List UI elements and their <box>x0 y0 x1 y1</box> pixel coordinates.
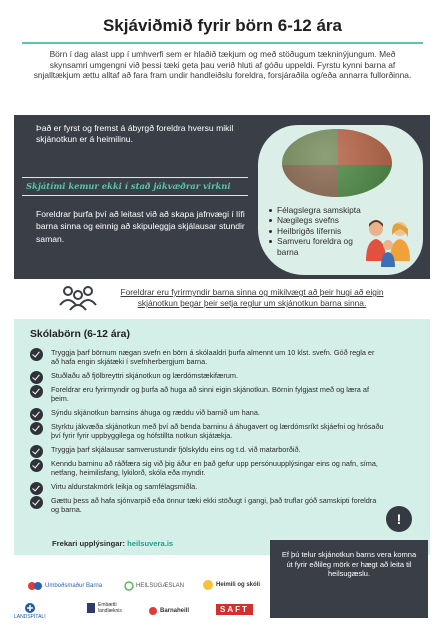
page-title: Skjáviðmið fyrir börn 6-12 ára <box>102 16 343 35</box>
activities-photo <box>282 129 392 197</box>
check-icon <box>30 459 43 472</box>
more-info-label: Frekari upplýsingar: <box>52 539 126 548</box>
umbodsmadur-logo: Umboðsmaður Barna <box>28 580 102 592</box>
guideline-item: Tryggja þarf skjálausar samverustundir fjölskyldu eins og t.d. við matarborðið. <box>30 445 384 454</box>
check-icon <box>30 496 43 509</box>
divider-top <box>22 177 248 178</box>
balance-item: Heilbrigðs lífernis <box>268 226 361 236</box>
responsibility-panel <box>14 115 430 279</box>
landspitali-icon <box>23 602 37 614</box>
divider-bottom <box>22 195 248 196</box>
help-callout: Ef þú telur skjánotkun barns vera komna út fyrir eðlileg mörk er hægt að leita til heilsugæslu. <box>270 540 428 618</box>
title-bar <box>22 14 423 44</box>
heimili-skoli-icon <box>202 578 214 592</box>
balance-item: Nægilegs svefns <box>268 215 361 225</box>
guideline-item: Foreldrar eru fyrirmyndir og þurfa að huga að sinni eigin skjánotkun. Börnin fylgjast með og læra af þeim. <box>30 385 384 404</box>
balance-item: Samveru foreldra og barna <box>268 236 356 257</box>
family-icon <box>362 217 414 267</box>
check-icon <box>30 348 43 361</box>
exclamation-icon: ! <box>386 506 412 532</box>
guideline-item: Virtu aldurstakmörk leikja og samfélagsmiðla. <box>30 482 384 491</box>
parents-icon <box>58 285 98 311</box>
guideline-item: Sýndu skjánotkun barnsins áhuga og ræddu við barnið um hana. <box>30 408 384 417</box>
landlaeknir-logo: Embætti landlæknis <box>86 602 134 614</box>
partner-logos <box>14 574 274 626</box>
guideline-item: Gættu þess að hafa sjónvarpið eða önnur tæki ekki stöðugt í gangi, það truflar góð samskipti foreldra og barna. <box>30 496 384 515</box>
balance-item: Félagslegra samskipta <box>268 205 361 215</box>
activities-blob <box>258 125 423 275</box>
more-info <box>52 539 173 548</box>
heilsugaeslan-icon <box>124 580 134 592</box>
check-icon <box>30 385 43 398</box>
umbodsmadur-icon <box>28 580 42 592</box>
check-icon <box>30 482 43 495</box>
heilsuvera-link[interactable]: heilsuvera.is <box>127 539 174 548</box>
landspitali-logo: LANDSPÍTALI <box>14 602 46 620</box>
responsibility-text: Það er fyrst og fremst á ábyrgð foreldra hversu mikil skjánotkun er á heimilinu. <box>36 123 234 144</box>
saft-logo: SAFT <box>216 604 253 615</box>
balance-list <box>268 205 361 257</box>
heilsugaeslan-logo: HEILSUGÆSLAN <box>124 580 184 592</box>
intro-text: Börn í dag alast upp í umhverfi sem er hlaðið tækjum og með stöðugum tækninýjungum. Með skynsamri umgengni við þessi tæki geta þau verið hluti af góðu uppeldi. Fyrstu kynni barna af snjalltækjum ættu alltaf að fara fram undir handleiðslu foreldra, forsjáraðila og/eða annarra fullorðinna. <box>33 49 412 81</box>
balance-text: Foreldrar þurfa því að leitast við að skapa jafnvægi í lífi barna sinna og einnig að skipuleggja skjálausar stundir saman. <box>36 209 245 244</box>
heimili-skoli-logo: Heimili og skóli <box>202 578 260 592</box>
help-column <box>270 500 428 620</box>
check-icon <box>30 445 43 458</box>
guideline-item: Styrktu jákvæða skjánotkun með því að benda barninu á áhugavert og lærdómsríkt skjáefni og hrósaðu því fyrir fyrir uppbyggilega og hófstillta notkun skjátækja. <box>30 422 384 441</box>
barnaheill-logo: Barnaheill <box>148 606 189 616</box>
guideline-item: Kenndu barninu að ráðfæra sig við þig áður en það gefur upp persónuupplýsingar eins og nafn, síma, netfang, heimilisfang, lykilorð, skóla eða myndir. <box>30 459 384 478</box>
check-icon <box>30 371 43 384</box>
tagline: Skjátími kemur ekki í stað jákvæðrar virkni <box>26 181 231 191</box>
section-heading: Skólabörn (6-12 ára) <box>30 329 130 340</box>
barnaheill-icon <box>148 606 158 616</box>
landlaeknir-icon <box>86 602 96 614</box>
guideline-list <box>30 348 384 519</box>
guideline-item: Tryggja þarf börnum nægan svefn en börn á skólaaldri þurfa almennt um 10 klst. svefn. Góð regla er að hafa engin skjátæki í svefnherbergjum barna. <box>30 348 384 367</box>
role-model-text: Foreldrar eru fyrirmyndir barna sinna og mikilvægt að þeir hugi að eigin skjánotkun þegar þeir setja reglur um skjánotkun barna sinna. <box>120 287 384 308</box>
guideline-item: Stuðlaðu að fjölbreyttri skjánotkun og lærdómstækifærum. <box>30 371 384 380</box>
check-icon <box>30 408 43 421</box>
check-icon <box>30 422 43 435</box>
